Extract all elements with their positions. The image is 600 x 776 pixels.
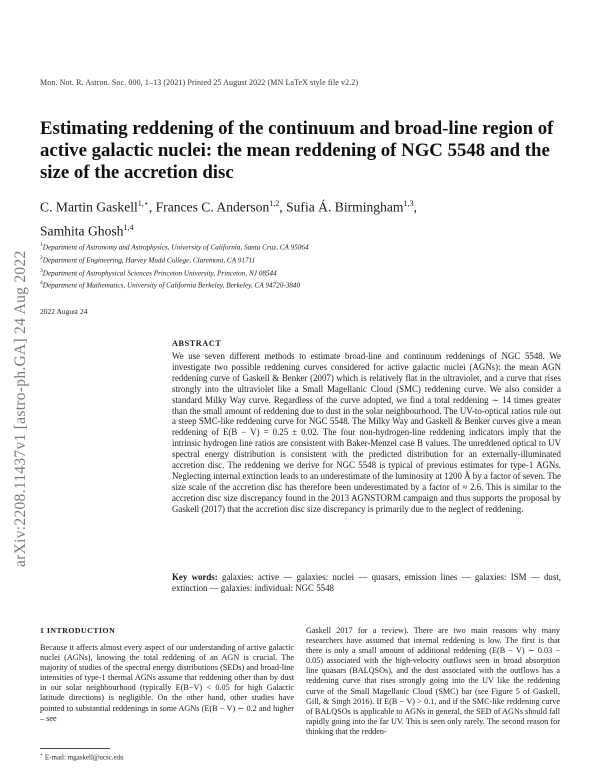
affiliation: $^1$Department of Astronomy and Astrophysics, University of California, Santa Cruz, CA 95064: [40, 242, 309, 252]
author-affil-mark: 1,⋆: [137, 199, 149, 208]
arxiv-identifier: arXiv:2208.11437v1 [astro-ph.GA] 24 Aug 2022: [12, 250, 29, 567]
author-name: Frances C. Anderson: [155, 199, 270, 215]
affiliation: $^4$Department of Mathematics, University of California Berkeley, Berkeley, CA 94720-3840: [40, 280, 301, 290]
footnote-mark: ⋆: [40, 753, 44, 758]
footnote-email[interactable]: E-mail: mgaskell@ucsc.edu: [44, 753, 124, 762]
author-list: C. Martin Gaskell$^{1,⋆}$, Frances C. Anderson$^{1,2}$, Sufia Á. Birmingham$^{1,3}$, Samhita Ghosh$^{1,4}$: [40, 199, 417, 239]
keywords-text: galaxies: active — galaxies: nuclei — quasars, emission lines — galaxies: ISM — dust, extinction — galaxies: individual: NGC 5548: [172, 572, 562, 593]
affiliation-list: [40, 240, 560, 291]
intro-left-column: Because it affects almost every aspect of our understanding of active galactic nuclei (AGNs), knowing the total reddening of an AGN is crucial. The majority of studies of the spectral energy distributions (SEDs) and broad-line intensities of type-1 thermal AGNs assume that reddening other than by dust in our solar neighbourhood (typically E(B−V) < 0.05 for high Galactic latitude directions) is negligible. On the other hand, other studies have pointed to substantial reddenings in some AGNs (E(B − V) ∼ 0.2 and higher – see: [40, 643, 294, 723]
paper-title: Estimating reddening of the continuum and broad-line region of active galactic nuclei: the mean reddening of NGC 5548 and the size of the accretion disc: [40, 118, 554, 183]
footnote-rule: [40, 748, 110, 749]
author-affil-mark: 1,4: [123, 222, 134, 232]
keywords: [172, 572, 561, 594]
affiliation: $^3$Department of Astrophysical Sciences Princeton University, Princeton, NJ 08544: [40, 267, 277, 277]
author-name: Sufia Á. Birmingham: [286, 199, 404, 215]
footnote: [40, 752, 124, 761]
author-affil-mark: 1,2: [269, 199, 280, 208]
paper-date: 2022 August 24: [40, 307, 88, 316]
author-affil-mark: 1,3: [403, 199, 414, 208]
author-name: C. Martin Gaskell: [40, 199, 138, 215]
affiliation: $^2$Department of Engineering, Harvey Mudd College, Claremont, CA 91711: [40, 254, 256, 265]
intro-right-column: Gaskell 2017 for a review). There are two main reasons why many researchers have assumed that internal reddening is low. The first is that there is only a small amount of additional reddening (E(B − V) ∼ 0.03 − 0.05) associated with the high-velocity outflows seen in broad absorption line quasars (BALQSOs), and the dust associated with the outflows has a reddening curve that rises strongly going into the UV like the reddening curve of the Small Magellanic Cloud (SMC) bar (see Figure 5 of Gaskell, Gill, & Singh 2016). If E(B − V) > 0.1, and if the SMC-like reddening curve of BALQSOs is applicable to AGNs in general, the SED of AGNs should fall rapidly going into the far UV. This is seen only rarely. The second reason for thinking that the redden-: [306, 626, 560, 736]
section-heading: 1 INTRODUCTION: [40, 626, 116, 635]
author-name: Samhita Ghosh: [40, 223, 124, 239]
keywords-label: Key words:: [172, 572, 218, 582]
journal-header: Mon. Not. R. Astron. Soc. 000, 1–13 (2021) Printed 25 August 2022 (MN LaTeX style file v2.2): [40, 78, 359, 87]
abstract-text: We use seven different methods to estimate broad-line and continuum reddenings of NGC 5548. We investigate two possible reddening curves considered for active galactic nuclei (AGNs): the mean AGN reddening curve of Gaskell & Benker (2007) which is relatively flat in the ultraviolet, and a curve that rises strongly into the ultraviolet like a Small Magellanic Cloud (SMC) reddening curve. We also consider a standard Milky Way curve. Regardless of the curve adopted, we find a total reddening ∼ 14 times greater than the small amount of reddening due to dust in the solar neighbourhood. The UV-to-optical ratios rule out a steep SMC-like reddening curve for NGC 5548. The Milky Way and Gaskell & Benker curves give a mean reddening of E(B − V) = 0.25 ± 0.02. The four non-hydrogen-line reddening indicators imply that the intrinsic hydrogen line ratios are consistent with Baker-Menzel case B values. The unreddened optical to UV spectral energy distribution is consistent with the predicted distribution for an externally-illuminated accretion disc. The reddening we derive for NGC 5548 is typical of previous estimates for type-1 AGNs. Neglecting internal extinction leads to an underestimate of the luminosity at 1200 Å by a factor of seven. The size scale of the accretion disc has therefore been underestimated by a factor of ≈ 2.6. This is similar to the accretion disc size discrepancy found in the 2013 AGNSTORM campaign and thus supports the proposal by Gaskell (2017) that the accretion disc size discrepancy is primarily due to the neglect of reddening.: [172, 351, 561, 514]
abstract-heading: ABSTRACT: [172, 339, 222, 348]
